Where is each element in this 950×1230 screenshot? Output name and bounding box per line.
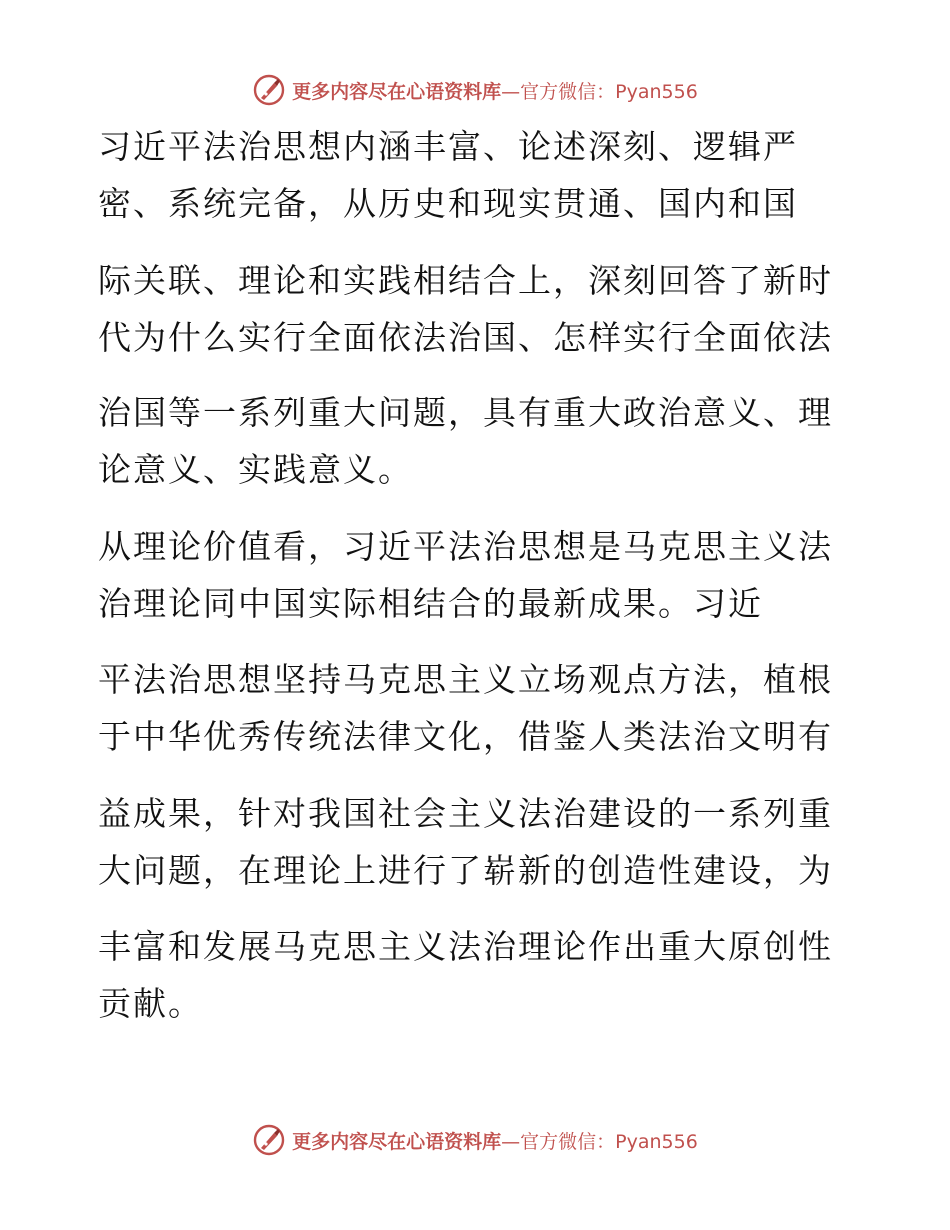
- text-line-6: 论意义、实践意义。: [98, 450, 413, 489]
- text-line-13: 丰富和发展马克思主义法治理论作出重大原创性: [98, 927, 833, 966]
- text-line-3: 际关联、理论和实践相结合上，深刻回答了新时: [98, 261, 833, 300]
- text-line-14: 贡献。: [98, 984, 203, 1023]
- header-banner-inner: [252, 73, 698, 107]
- header-banner-text: [292, 77, 698, 104]
- text-line-12: 大问题，在理论上进行了崭新的创造性建设，为: [98, 851, 833, 890]
- text-line-4: 代为什么实行全面依法治国、怎样实行全面依法: [98, 318, 833, 357]
- text-line-7: 从理论价值看，习近平法治思想是马克思主义法: [98, 527, 833, 566]
- text-line-9: 平法治思想坚持马克思主义立场观点方法，植根: [98, 660, 833, 699]
- footer-banner-inner: [252, 1123, 698, 1157]
- footer-banner-sub: —官方微信：Pyan556: [501, 1130, 698, 1153]
- footer-banner: [0, 1120, 950, 1160]
- header-banner: [0, 70, 950, 110]
- text-line-8: 治理论同中国实际相结合的最新成果。习近: [98, 584, 763, 623]
- text-line-10: 于中华优秀传统法律文化，借鉴人类法治文明有: [98, 717, 833, 756]
- text-line-1: 习近平法治思想内涵丰富、论述深刻、逻辑严: [98, 127, 798, 166]
- pen-nib-icon: [252, 73, 286, 107]
- footer-banner-main: 更多内容尽在心语资料库: [292, 1130, 502, 1153]
- text-line-11: 益成果，针对我国社会主义法治建设的一系列重: [98, 794, 833, 833]
- text-line-2: 密、系统完备，从历史和现实贯通、国内和国: [98, 184, 798, 223]
- header-banner-main: 更多内容尽在心语资料库: [292, 80, 502, 103]
- text-line-5: 治国等一系列重大问题，具有重大政治意义、理: [98, 393, 833, 432]
- footer-banner-text: [292, 1127, 698, 1154]
- header-banner-sub: —官方微信：Pyan556: [501, 80, 698, 103]
- pen-nib-icon: [252, 1123, 286, 1157]
